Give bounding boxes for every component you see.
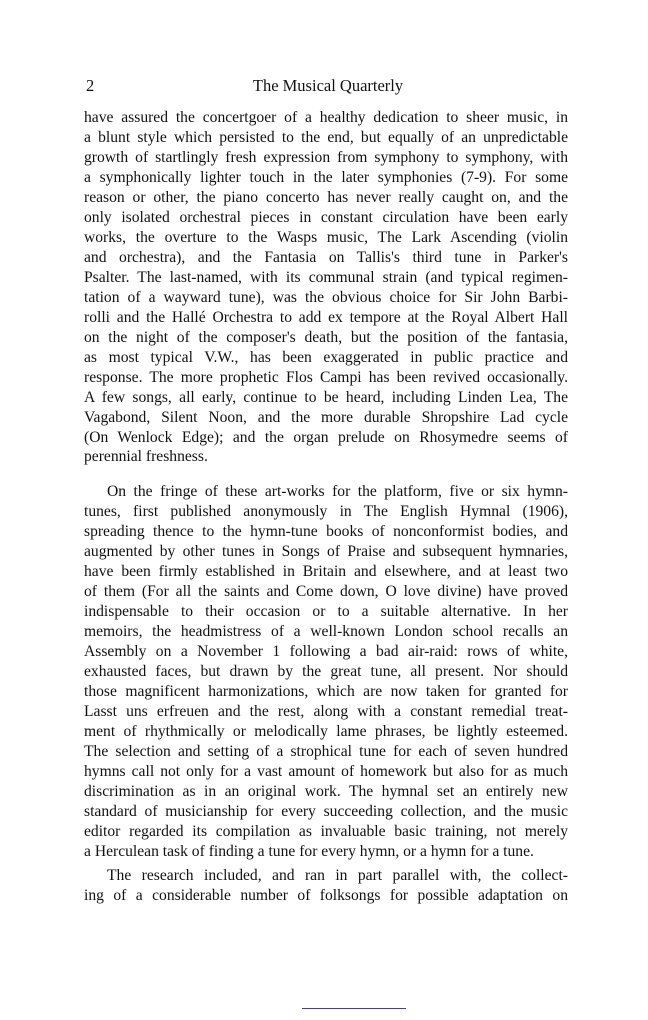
text-line: memoirs, the headmistress of a well-known London school recalls an — [84, 623, 568, 640]
text-line: Vagabond, Silent Noon, and the more durable Shropshire Lad cycle — [84, 409, 568, 426]
text-line: on the night of the composer's death, but the position of the fantasia, — [84, 329, 568, 346]
text-line: perennial freshness. — [84, 448, 208, 465]
text-line: tunes, first published anonymously in The English Hymnal (1906), — [84, 503, 568, 520]
text-line: a Herculean task of finding a tune for every hymn, or a hymn for a tune. — [84, 843, 534, 860]
text-line: The research included, and ran in part parallel with, the collect- — [107, 867, 568, 884]
text-line: editor regarded its compilation as invaluable basic training, not merely — [84, 823, 568, 840]
page-number: 2 — [86, 76, 95, 95]
text-line: response. The more prophetic Flos Campi has been revived occasionally. — [84, 369, 568, 386]
text-line: have assured the concertgoer of a healthy dedication to sheer music, in — [84, 109, 568, 126]
text-line: exhausted faces, but drawn by the great tune, all present. Nor should — [84, 663, 568, 680]
text-line: tation of a wayward tune), was the obvious choice for Sir John Barbi- — [84, 289, 568, 306]
text-line: indispensable to their occasion or to a suitable alternative. In her — [84, 603, 568, 620]
text-line: Psalter. The last-named, with its communal strain (and typical regimen- — [84, 269, 568, 286]
text-line: those magnificent harmonizations, which are now taken for granted for — [84, 683, 568, 700]
text-line: A few songs, all early, continue to be heard, including Linden Lea, The — [84, 389, 568, 406]
text-line: standard of musicianship for every succeeding collection, and the music — [84, 803, 568, 820]
text-line: rolli and the Hallé Orchestra to add ex tempore at the Royal Albert Hall — [84, 309, 568, 326]
text-line: hymns call not only for a vast amount of homework but also for as much — [84, 763, 568, 780]
text-line: The selection and setting of a strophical tune for each of seven hundred — [84, 743, 568, 760]
text-line: (On Wenlock Edge); and the organ prelude on Rhosymedre seems of — [84, 429, 568, 446]
running-header — [86, 76, 570, 100]
text-line: Assembly on a November 1 following a bad air-raid: rows of white, — [84, 643, 568, 660]
footer-link-rule — [302, 1008, 406, 1009]
text-line: spreading thence to the hymn-tune books of nonconformist bodies, and — [84, 523, 568, 540]
text-line: reason or other, the piano concerto has never really caught on, and the — [84, 189, 568, 206]
text-line: works, the overture to the Wasps music, The Lark Ascending (violin — [84, 229, 568, 246]
text-line: and orchestra), and the Fantasia on Tallis's third tune in Parker's — [84, 249, 568, 266]
text-line: a blunt style which persisted to the end, but equally of an unpredictable — [84, 129, 568, 146]
text-line: growth of startlingly fresh expression from symphony to symphony, with — [84, 149, 568, 166]
text-line: discrimination as in an original work. The hymnal set an entirely new — [84, 783, 568, 800]
text-line: of them (For all the saints and Come down, O love divine) have proved — [84, 583, 568, 600]
text-line: ing of a considerable number of folksongs for possible adaptation on — [84, 887, 568, 904]
text-line: have been firmly established in Britain and elsewhere, and at least two — [84, 563, 568, 580]
text-line: a symphonically lighter touch in the later symphonies (7-9). For some — [84, 169, 568, 186]
text-line: only isolated orchestral pieces in constant circulation have been early — [84, 209, 568, 226]
text-line: as most typical V.W., has been exaggerated in public practice and — [84, 349, 568, 366]
text-line: Lasst uns erfreuen and the rest, along with a constant remedial treat- — [84, 703, 568, 720]
text-line: On the fringe of these art-works for the platform, five or six hymn- — [107, 483, 568, 500]
running-title: The Musical Quarterly — [252, 76, 404, 95]
text-line: augmented by other tunes in Songs of Praise and subsequent hymnaries, — [84, 543, 568, 560]
text-line: ment of rhythmically or melodically lame phrases, be lightly esteemed. — [84, 723, 568, 740]
